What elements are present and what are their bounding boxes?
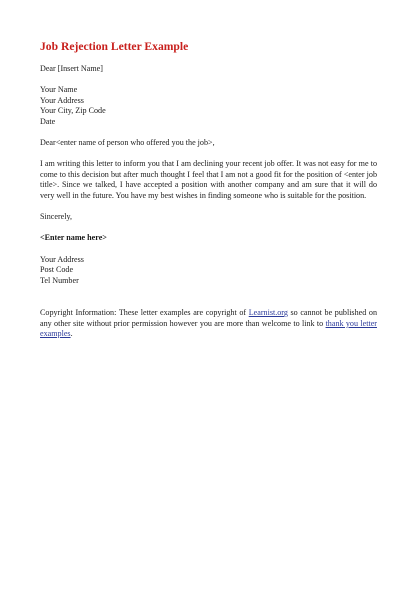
footer-tel: Tel Number xyxy=(40,275,79,285)
learnist-link[interactable]: Learnist.org xyxy=(248,308,288,318)
signature-name: <Enter name here> xyxy=(40,233,107,243)
salutation-insert: Dear [Insert Name] xyxy=(40,64,103,73)
footer-post-code: Post Code xyxy=(40,265,74,275)
letter-body: I am writing this letter to inform you that I am declining your recent job offer. It was not easy for me to come to this decision but after much thought I feel that I am not a good fit for the position of <enter job title>. Since we talked, I have accepted a position with another company and am sure that it will do very well in the future. You have my best wishes in finding someone who is suitable for the position. xyxy=(40,159,377,200)
sender-date: Date xyxy=(40,116,56,126)
letter-content xyxy=(40,40,377,339)
sender-address: Your Address xyxy=(40,95,84,105)
copyright-notice xyxy=(40,308,377,339)
copyright-text-middle: so cannot be published on any other site without prior permission however you are more than welcome to link to xyxy=(40,308,377,328)
footer-address-block xyxy=(40,255,377,286)
greeting: Dear<enter name of person who offered you the job>, xyxy=(40,138,215,148)
thank-you-letter-examples-link[interactable]: thank you letter examples xyxy=(40,318,377,338)
copyright-text-before: Copyright Information: These letter examples are copyright of xyxy=(40,308,249,318)
letter-title: Job Rejection Letter Example xyxy=(40,40,189,53)
copyright-text-after: . xyxy=(70,328,73,338)
sender-name: Your Name xyxy=(40,85,78,95)
sender-city-zip: Your City, Zip Code xyxy=(40,106,106,116)
sender-block xyxy=(40,85,377,127)
footer-address: Your Address xyxy=(40,254,84,264)
closing: Sincerely, xyxy=(40,212,73,222)
